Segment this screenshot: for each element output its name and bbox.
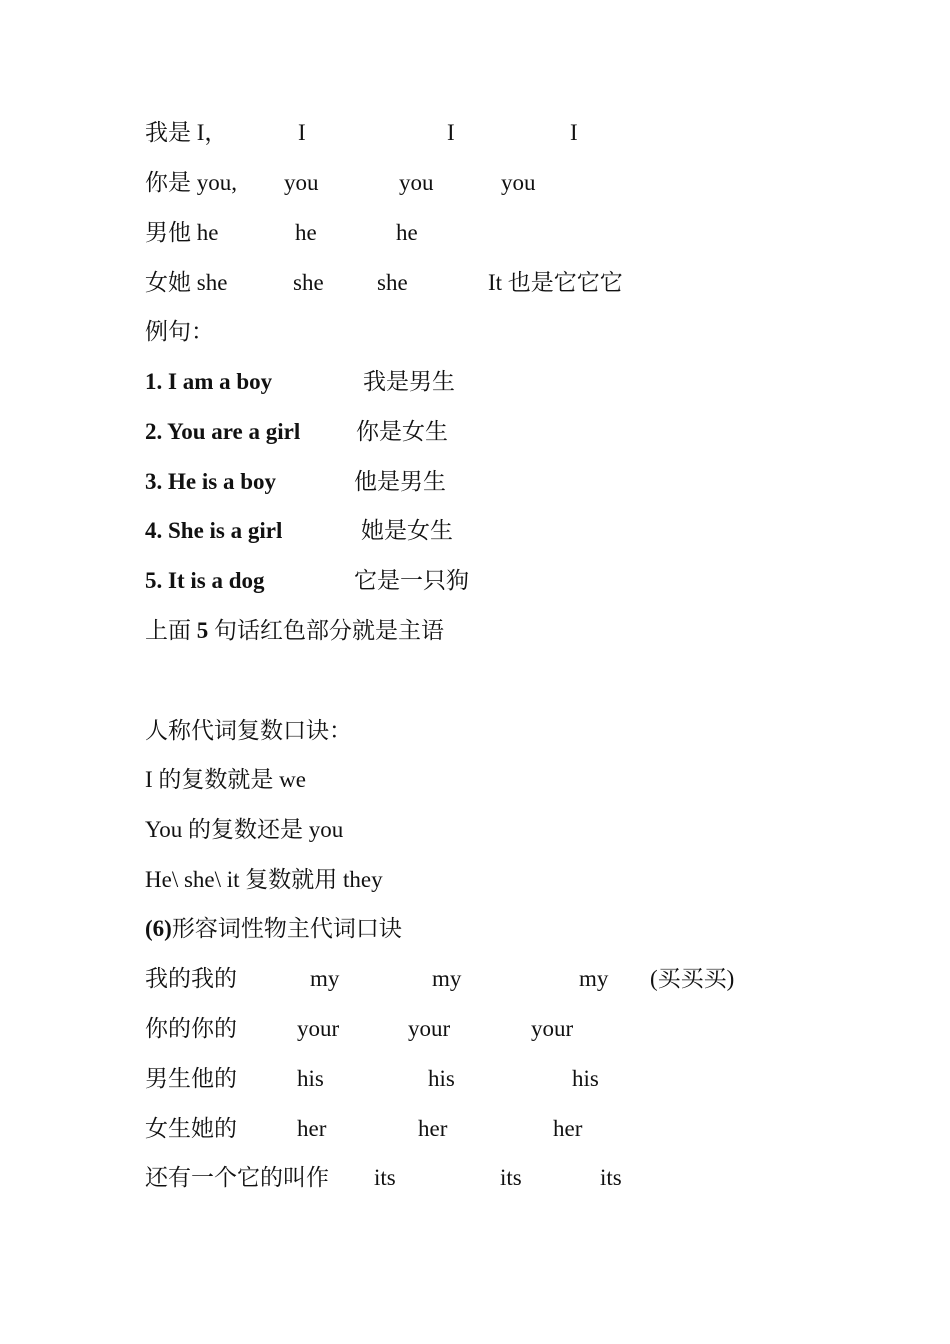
- pronoun-i-label: 我是 I，: [145, 120, 228, 145]
- possessive-your-1: your: [297, 1016, 340, 1041]
- plural-you: You 的复数还是 you: [145, 817, 344, 842]
- possessive-heading-line: [0, 909, 950, 949]
- pronoun-i-3: I: [570, 120, 578, 145]
- possessive-its-3: its: [600, 1165, 622, 1190]
- possessive-her-1: her: [297, 1116, 327, 1141]
- example-5-en: 5. It is a dog: [145, 568, 265, 593]
- pronoun-he-1: he: [295, 220, 317, 245]
- example-line-2: [0, 412, 950, 452]
- example-1-zh: 我是男生: [363, 369, 455, 394]
- possessive-your-3: your: [531, 1016, 574, 1041]
- possessive-my-label: 我的我的: [145, 966, 237, 991]
- plural-line-3: [0, 860, 950, 900]
- plural-they: He\ she\ it 复数就用 they: [145, 867, 383, 892]
- pronoun-i-1: I: [298, 120, 306, 145]
- possessive-line-your: [0, 1009, 950, 1049]
- possessive-line-his: [0, 1059, 950, 1099]
- possessive-his-3: his: [572, 1066, 599, 1091]
- example-4-en: 4. She is a girl: [145, 518, 283, 543]
- examples-note: [145, 611, 444, 651]
- example-4-zh: 她是女生: [361, 518, 453, 543]
- possessive-her-label: 女生她的: [145, 1116, 237, 1141]
- examples-note-post: 句话红色部分就是主语: [208, 618, 444, 643]
- possessive-his-label: 男生他的: [145, 1066, 237, 1091]
- possessive-its-1: its: [374, 1165, 396, 1190]
- pronoun-he-2: he: [396, 220, 418, 245]
- possessive-heading-num: (6): [145, 916, 172, 941]
- possessive-my-3: my: [579, 966, 609, 991]
- example-1-en: 1. I am a boy: [145, 369, 273, 394]
- possessive-heading-text: 形容词性物主代词口诀: [171, 916, 402, 941]
- pronoun-you-3: you: [501, 170, 536, 195]
- pronoun-he-label: 男他 he: [145, 220, 219, 245]
- plural-heading: 人称代词复数口诀：: [145, 718, 352, 743]
- example-line-4: [0, 511, 950, 551]
- example-3-zh: 他是男生: [354, 469, 446, 494]
- example-line-1: [0, 362, 950, 402]
- possessive-heading: [145, 909, 402, 949]
- possessive-her-2: her: [418, 1116, 448, 1141]
- possessive-line-its: [0, 1158, 950, 1198]
- plural-line-2: [0, 810, 950, 850]
- example-line-3: [0, 462, 950, 502]
- possessive-my-2: my: [432, 966, 462, 991]
- plural-we: I 的复数就是 we: [145, 767, 306, 792]
- possessive-line-her: [0, 1109, 950, 1149]
- examples-heading-line: [0, 312, 950, 352]
- pronoun-line-she: [0, 263, 950, 303]
- pronoun-she-2: she: [377, 270, 408, 295]
- possessive-his-1: his: [297, 1066, 324, 1091]
- possessive-your-2: your: [408, 1016, 451, 1041]
- examples-heading: 例句：: [145, 319, 214, 344]
- pronoun-i-2: I: [447, 120, 455, 145]
- possessive-my-note: (买买买): [650, 966, 735, 991]
- pronoun-you-2: you: [399, 170, 434, 195]
- example-3-en: 3. He is a boy: [145, 469, 276, 494]
- pronoun-you-label: 你是 you,: [145, 170, 237, 195]
- possessive-his-2: his: [428, 1066, 455, 1091]
- possessive-your-label: 你的你的: [145, 1016, 237, 1041]
- pronoun-line-i: [0, 113, 950, 153]
- example-2-en: 2. You are a girl: [145, 419, 301, 444]
- possessive-my-1: my: [310, 966, 340, 991]
- possessive-its-label: 还有一个它的叫作: [145, 1165, 329, 1190]
- example-5-zh: 它是一只狗: [354, 568, 469, 593]
- examples-note-num: 5: [196, 618, 209, 643]
- examples-note-line: [0, 611, 950, 651]
- possessive-its-2: its: [500, 1165, 522, 1190]
- plural-line-1: [0, 760, 950, 800]
- plural-heading-line: [0, 711, 950, 751]
- pronoun-you-1: you: [284, 170, 319, 195]
- pronoun-she-1: she: [293, 270, 324, 295]
- pronoun-she-label: 女她 she: [145, 270, 228, 295]
- pronoun-it: It 也是它它它: [488, 270, 623, 295]
- example-2-zh: 你是女生: [356, 419, 448, 444]
- pronoun-line-he: [0, 213, 950, 253]
- possessive-line-my: [0, 959, 950, 999]
- example-line-5: [0, 561, 950, 601]
- possessive-her-3: her: [553, 1116, 583, 1141]
- examples-note-pre: 上面: [145, 618, 197, 643]
- pronoun-line-you: [0, 163, 950, 203]
